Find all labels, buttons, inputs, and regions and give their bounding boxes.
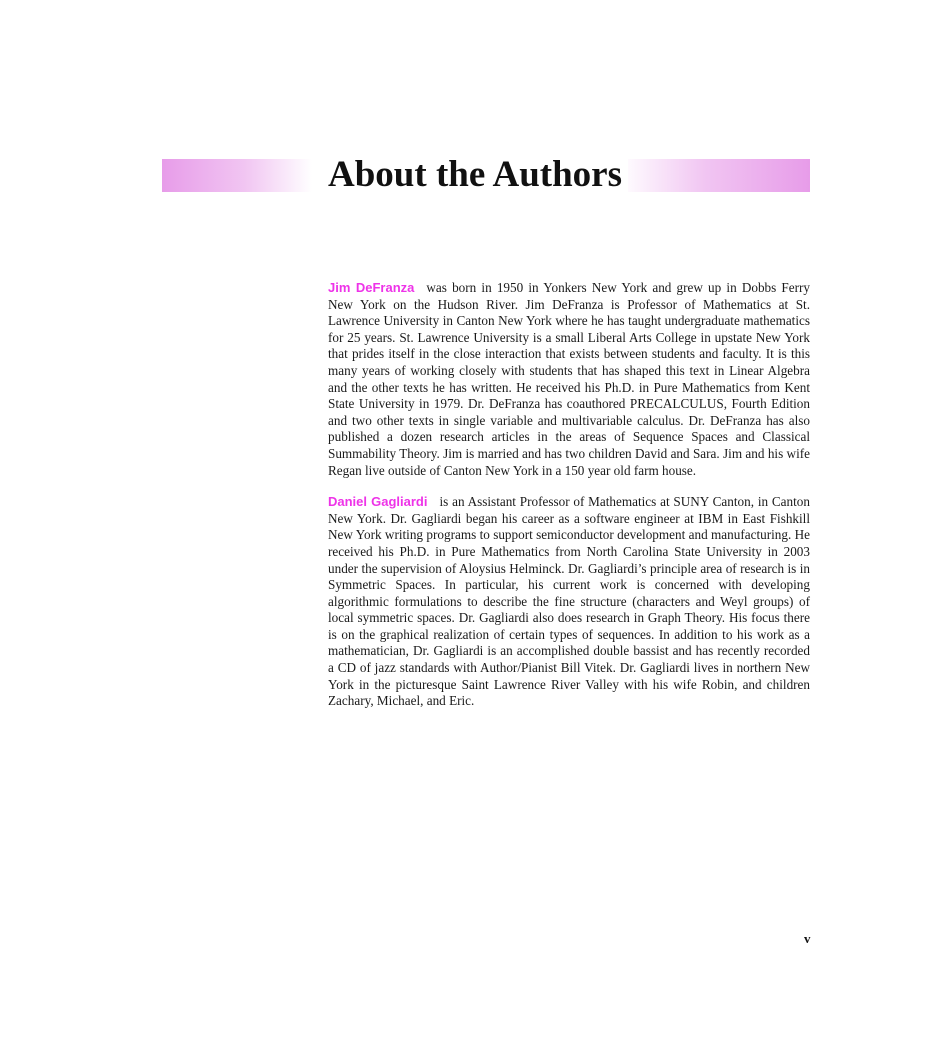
title-band [162, 154, 810, 195]
author-bio-gagliardi [328, 494, 810, 710]
title-band-right-gradient [620, 159, 810, 192]
title-band-left-gradient [162, 159, 312, 192]
author-name: Jim DeFranza [328, 280, 415, 295]
author-name: Daniel Gagliardi [328, 494, 428, 510]
page-number: v [804, 931, 811, 946]
author-bios [328, 280, 810, 725]
author-bio-text: is an Assistant Professor of Mathematics at SUNY Canton, in Canton New York. Dr. Gagliardi began his career as a software engineer at IBM in East Fishkill New York writing programs to support semiconductor development and manufacturing. He received his Ph.D. in Pure Mathematics from North Carolina State University in 2003 under the supervision of Aloysius Helminck. Dr. Gagliardi’s principle area of research is in Symmetric Spaces. In particular, his current work is concerned with developing algorithmic formulations to describe the fine structure (characters and Weyl groups) of local symmetric spaces. Dr. Gagliardi also does research in Graph Theory. His focus there is on the graphical realization of certain types of sequences. In addition to his work as a mathematician, Dr. Gagliardi is an accomplished double bassist and has recently recorded a CD of jazz standards with Author/Pianist Bill Vitek. Dr. Gagliardi lives in northern New York in the picturesque Saint Lawrence River Valley with his wife Robin, and children Zachary, Michael, and Eric. [328, 494, 810, 709]
author-bio-defranza [328, 280, 810, 479]
author-bio-text: was born in 1950 in Yonkers New York and grew up in Dobbs Ferry New York on the Hudson River. Jim DeFranza is Professor of Mathematics at St. Lawrence University in Canton New York where he has taught undergraduate mathematics for 25 years. St. Lawrence University is a small Liberal Arts College in upstate New York that prides itself in the close interaction that exists between students and faculty. It is this many years of working closely with students that has shaped this text in Linear Algebra and the other texts he has written. He received his Ph.D. in Pure Mathematics from Kent State University in 1979. Dr. DeFranza has coauthored PRECALCULUS, Fourth Edition and two other texts in single variable and multivariable calculus. Dr. DeFranza has also published a dozen research articles in the areas of Sequence Spaces and Classical Summability Theory. Jim is married and has two children David and Sara. Jim and his wife Regan live outside of Canton New York in a 150 year old farm house. [328, 280, 810, 478]
page-title: About the Authors [328, 153, 628, 197]
